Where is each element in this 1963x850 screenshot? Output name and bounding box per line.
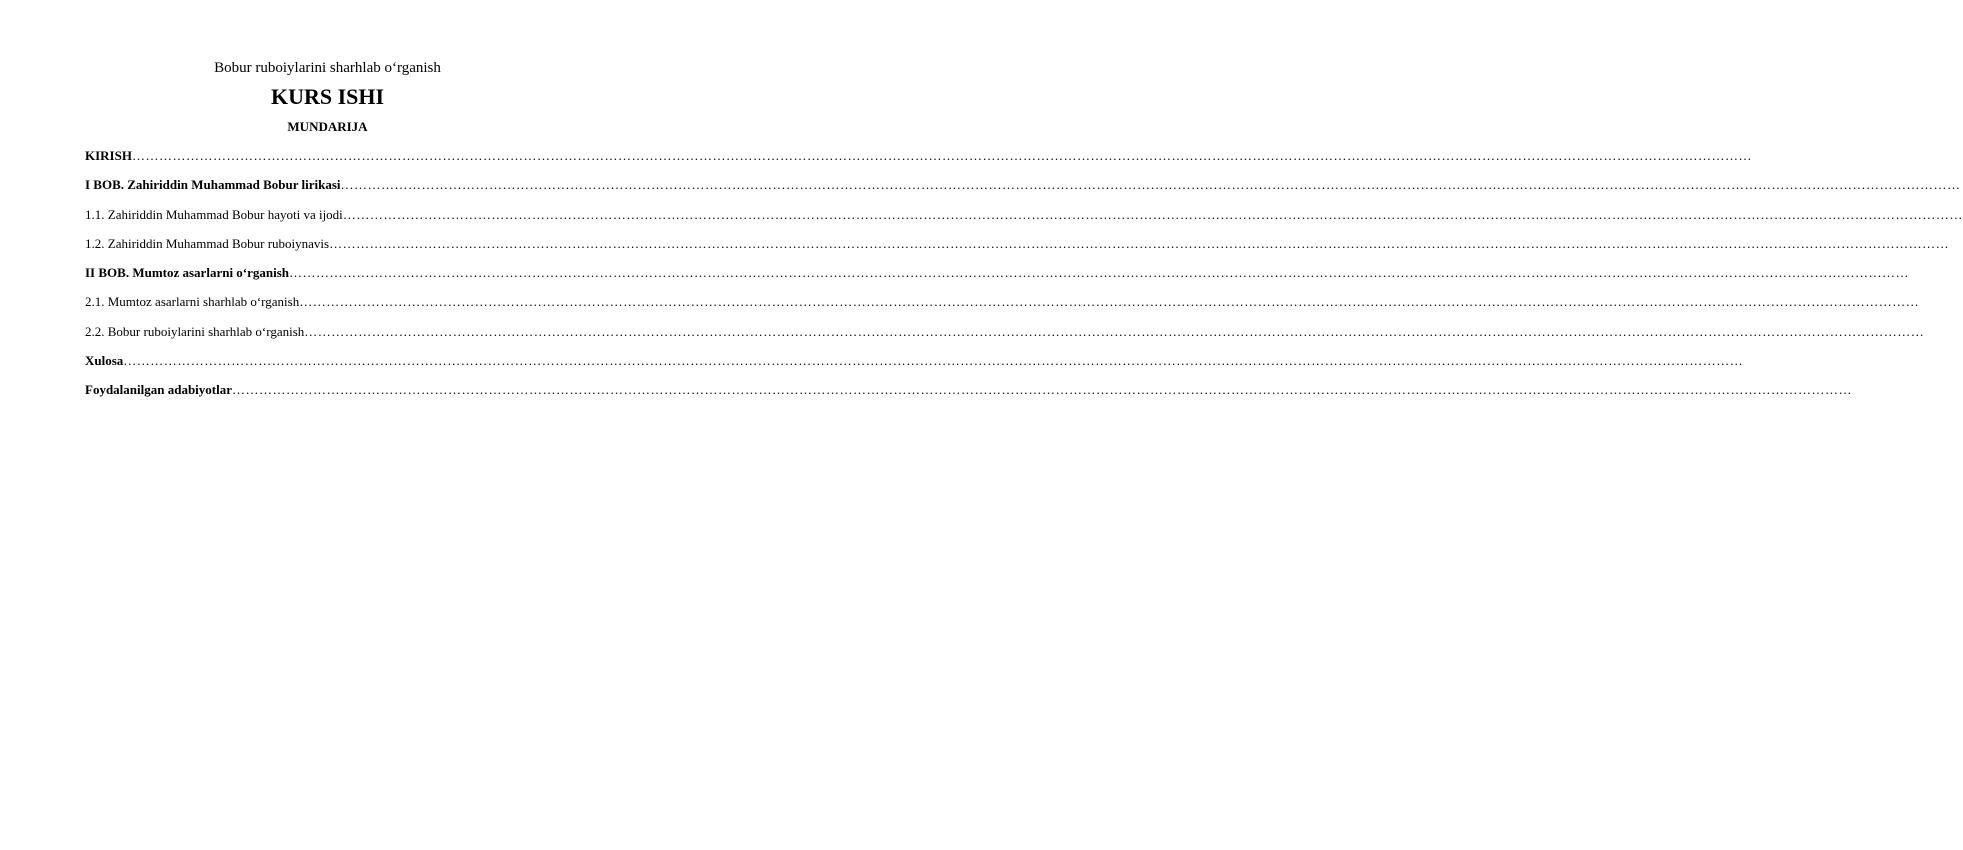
dot-leader: ……………………………………………………………………………………………………………………………………………………………………………………………………………………………………………………………………………………………………………………………… — [304, 323, 1925, 339]
toc-entry-label: I BOB. Zahiriddin Muhammad Bobur lirikasi — [85, 177, 341, 193]
toc-heading: MUNDARIJA — [287, 119, 368, 134]
table-of-contents — [85, 148, 1963, 412]
toc-entry-label: 1.2. Zahiriddin Muhammad Bobur ruboiynavis — [85, 235, 330, 251]
toc-entry-chapter-2 — [85, 265, 1910, 294]
toc-entry-section-1-1 — [85, 206, 1963, 236]
dot-leader: ……………………………………………………………………………………………………………………………………………………………………………………………………………………………………………………………………………………………………………………………… — [340, 177, 1961, 193]
dot-leader: ……………………………………………………………………………………………………………………………………………………………………………………………………………………………………………………………………………………………………………………………… — [329, 235, 1950, 251]
document-title: KURS ISHI — [270, 84, 385, 109]
dot-leader: ……………………………………………………………………………………………………………………………………………………………………………………………………………………………………………………………………………………………………………………………… — [289, 265, 1910, 281]
toc-entry-label: II BOB. Mumtoz asarlarni o‘rganish — [85, 265, 290, 281]
toc-entry-label: Foydalanilgan adabiyotlar — [85, 382, 232, 398]
document-page — [0, 58, 1963, 850]
toc-entry-kirish — [85, 148, 1752, 177]
toc-entry-xulosa — [85, 353, 1744, 382]
dot-leader: ……………………………………………………………………………………………………………………………………………………………………………………………………………………………………………………………………………………………………………………………… — [342, 206, 1963, 222]
document-subtitle: Bobur ruboiylarini sharhlab o‘rganish — [214, 60, 441, 76]
dot-leader: ……………………………………………………………………………………………………………………………………………………………………………………………………………………………………………………………………………………………………………………………… — [232, 382, 1852, 398]
toc-entry-section-1-2 — [85, 235, 1950, 265]
toc-entry-label: 2.1. Mumtoz asarlarni sharhlab o‘rganish — [85, 294, 300, 310]
dot-leader: ……………………………………………………………………………………………………………………………………………………………………………………………………………………………………………………………………………………………………………………………… — [123, 353, 1744, 369]
toc-entry-chapter-1 — [85, 177, 1961, 206]
dot-leader: ……………………………………………………………………………………………………………………………………………………………………………………………………………………………………………………………………………………………………………………………… — [299, 294, 1920, 310]
toc-entry-bibliography — [85, 382, 1852, 411]
toc-entry-label: Xulosa — [85, 353, 124, 369]
toc-entry-section-2-1 — [85, 294, 1920, 323]
toc-entry-label: 1.1. Zahiriddin Muhammad Bobur hayoti va ijodi — [85, 206, 343, 222]
toc-entry-label: KIRISH — [85, 148, 132, 163]
toc-entry-label: 2.2. Bobur ruboiylarini sharhlab o‘rganish — [85, 323, 305, 339]
toc-entry-section-2-2 — [85, 323, 1925, 353]
dot-leader: ……………………………………………………………………………………………………………………………………………………………………………………………………………………………………………………………………………………………………………………………… — [131, 148, 1752, 163]
